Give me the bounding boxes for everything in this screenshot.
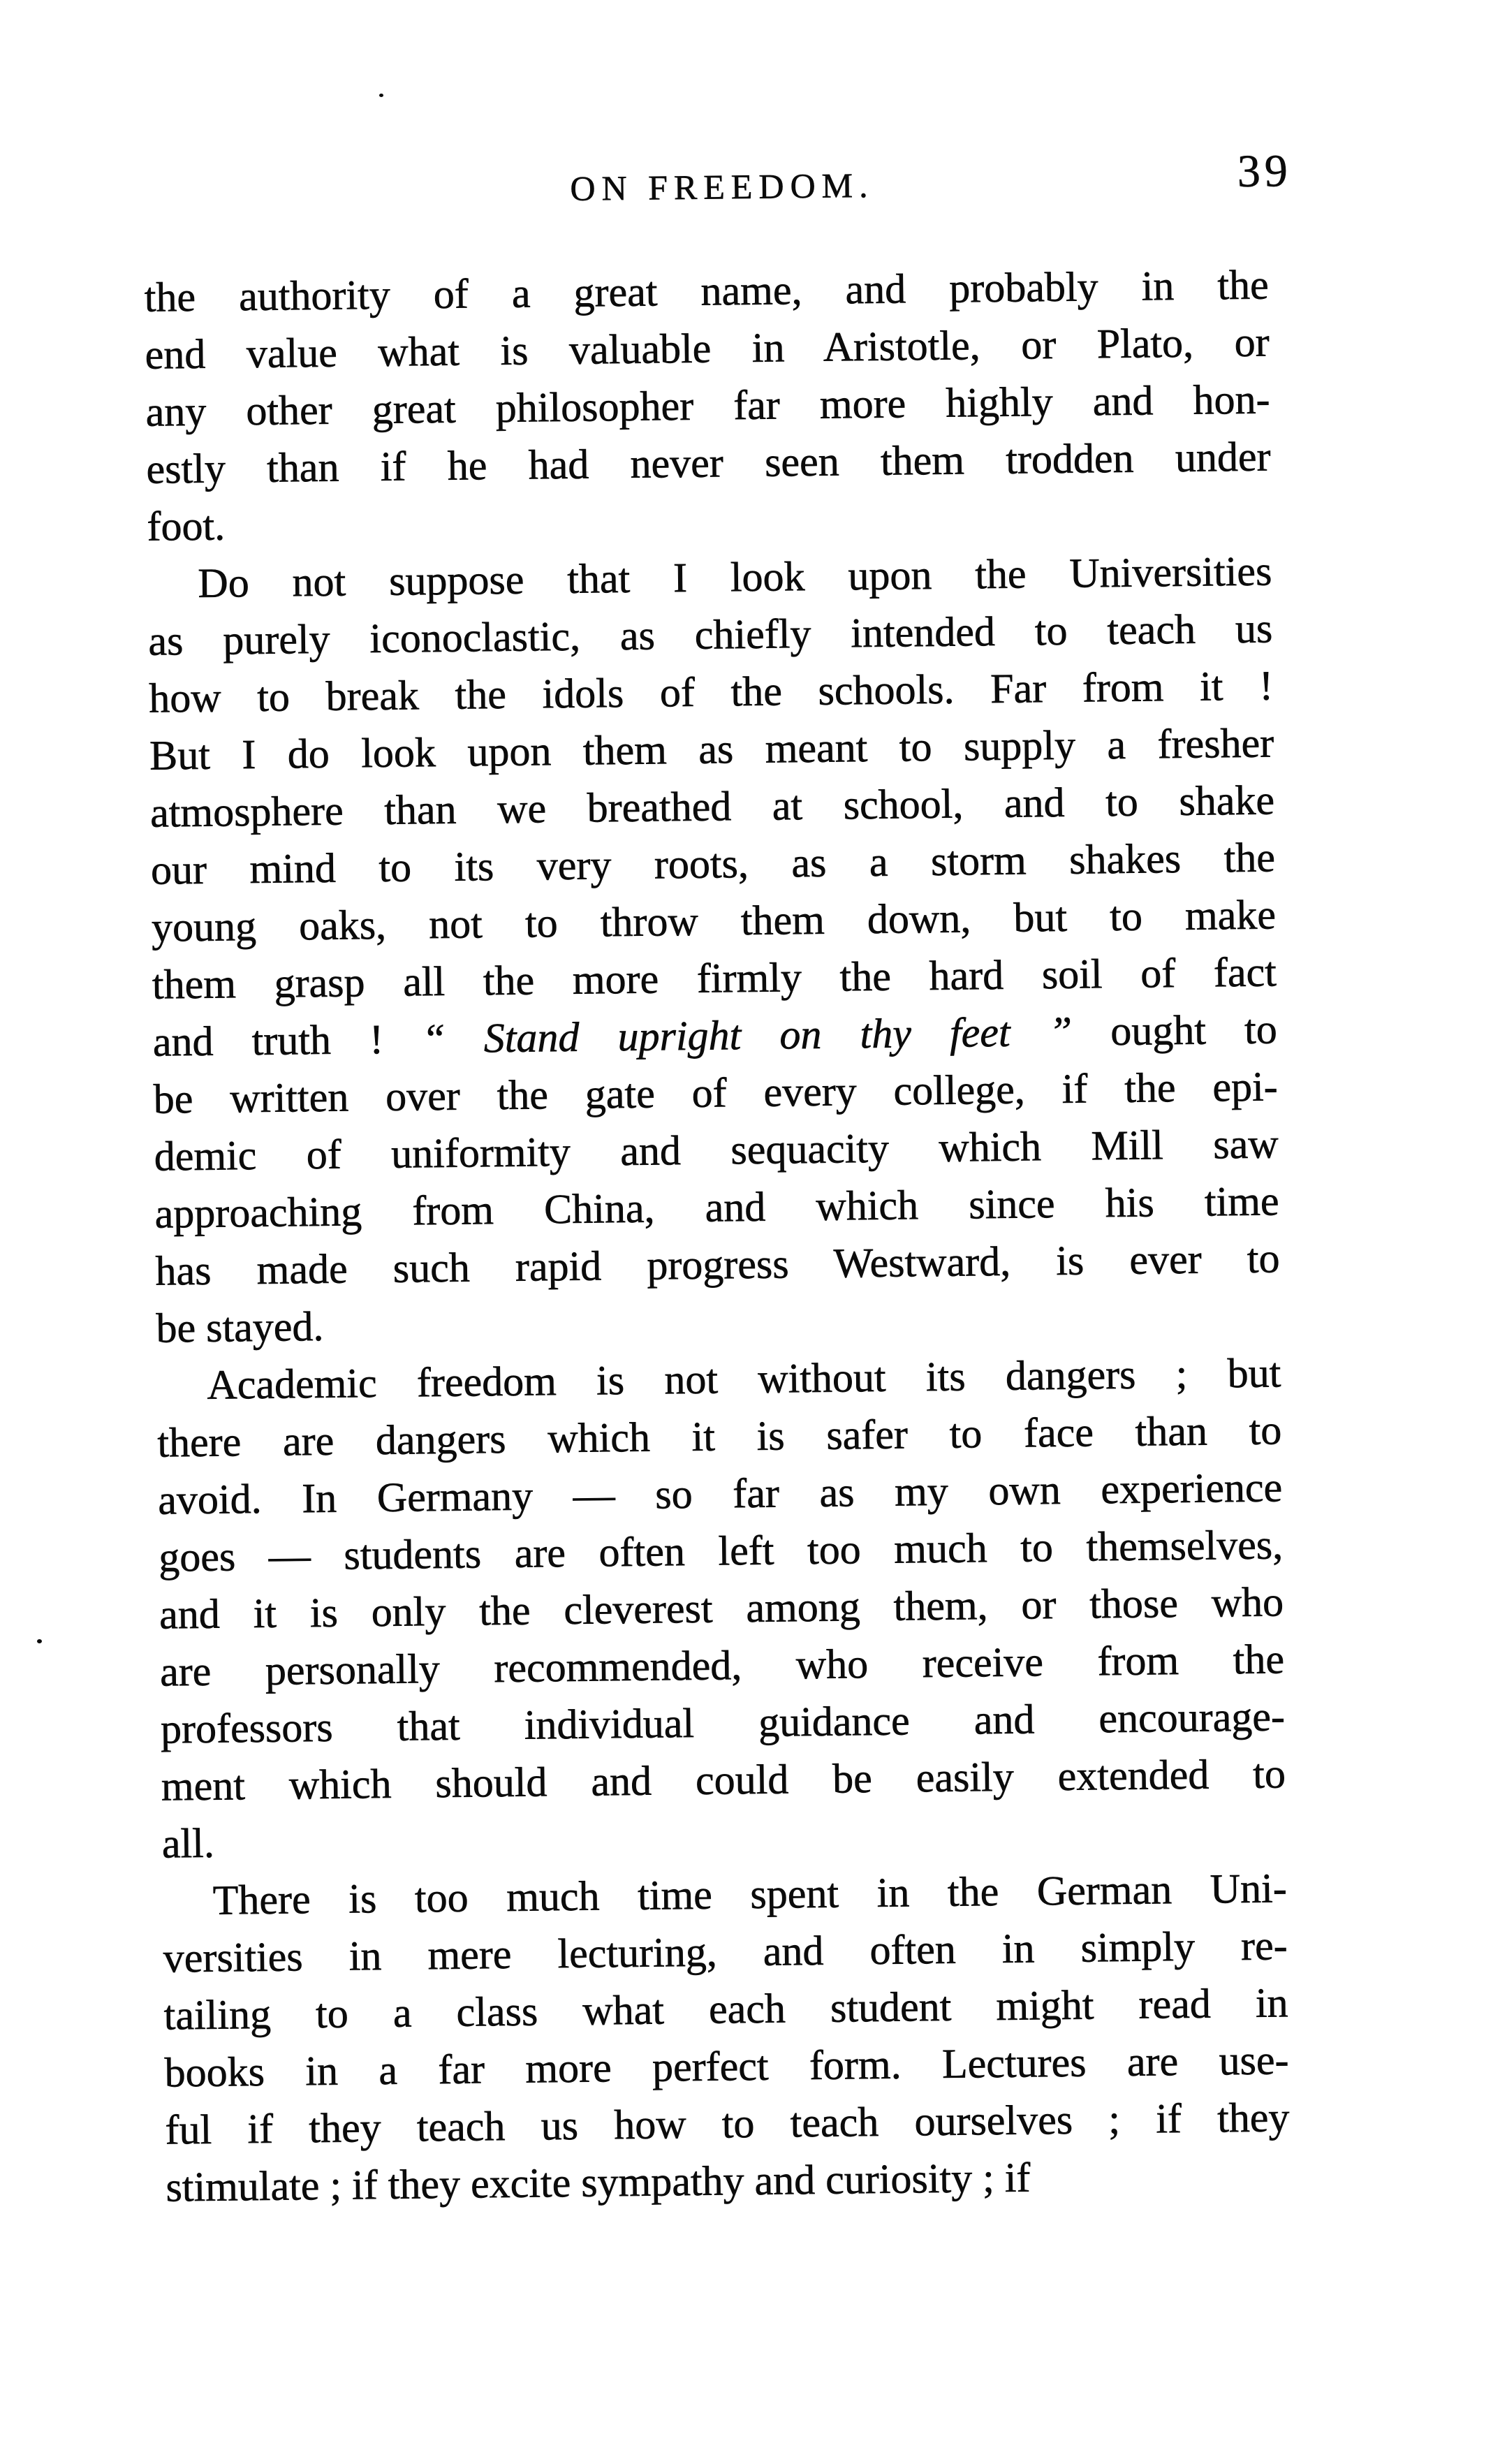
text-segment: has made such rapid progress Westward, is ever to — [155, 1235, 1280, 1294]
page-number: 39 — [1237, 145, 1293, 198]
text-segment: goes — students are often left too much to themselves, — [158, 1521, 1284, 1581]
scan-speck — [379, 94, 383, 97]
text-segment: end value what is valuable in Aristotle, or Plato, or — [145, 318, 1270, 378]
text-segment: versities in mere lecturing, and often in simply re- — [163, 1922, 1288, 1981]
text-line — [166, 2146, 1291, 2215]
text-segment: books in a far more perfect form. Lectures are use- — [164, 2037, 1289, 2096]
body-text — [144, 256, 1291, 2216]
text-segment: But I do look upon them as meant to supply a fresher — [149, 719, 1274, 779]
text-segment: tailing to a class what each student might read in — [163, 1979, 1288, 2039]
text-segment: professors that individual guidance and encourage- — [160, 1693, 1286, 1752]
scan-speck — [37, 1639, 42, 1643]
text-segment: be written over the gate of every college, if the epi- — [153, 1063, 1279, 1122]
text-segment: as purely iconoclastic, as chiefly intended to teach us — [147, 605, 1273, 664]
quote-italic-segment: “ Stand upright on thy feet ” — [421, 1008, 1073, 1062]
text-segment: foot. — [147, 502, 226, 550]
text-segment: be stayed. — [156, 1303, 324, 1351]
text-segment: estly than if he had never seen them trodden under — [146, 433, 1271, 492]
running-head — [0, 0, 1493, 208]
text-segment: demic of uniformity and sequacity which Mill saw — [154, 1120, 1279, 1180]
text-segment: the authority of a great name, and probably in the — [144, 261, 1270, 321]
text-segment: approaching from China, and which since his time — [154, 1178, 1279, 1237]
text-segment: are personally recommended, who receive from the — [159, 1636, 1285, 1695]
text-segment: ful if they teach us how to teach ourselves ; if they — [165, 2094, 1290, 2153]
text-segment: any other great philosopher far more highly and hon- — [145, 376, 1270, 435]
text-segment: and it is only the cleverest among them, or those who — [159, 1578, 1284, 1638]
text-segment: our mind to its very roots, as a storm shakes the — [150, 834, 1276, 893]
running-head-title: ON FREEDOM. — [570, 165, 874, 208]
text-segment: Academic freedom is not without its dangers ; but — [207, 1349, 1281, 1408]
text-segment: Do not suppose that I look upon the Universities — [198, 548, 1272, 606]
text-segment: how to break the idols of the schools. Far from it ! — [148, 662, 1274, 721]
text-segment: all. — [161, 1819, 215, 1867]
text-segment: young oaks, not to throw them down, but to make — [151, 891, 1277, 951]
text-segment: avoid. In Germany — so far as my own experience — [157, 1464, 1283, 1523]
text-segment: atmosphere than we breathed at school, and to shake — [149, 777, 1275, 836]
text-segment: and truth ! — [152, 1015, 422, 1065]
text-segment: stimulate ; if they excite sympathy and curiosity ; if — [166, 2154, 1031, 2210]
text-segment: There is too much time spent in the German Uni- — [212, 1865, 1288, 1923]
text-segment: them grasp all the more firmly the hard soil of fact — [152, 948, 1277, 1008]
text-segment: ment which should and could be easily extended to — [161, 1750, 1286, 1810]
text-segment: there are dangers which it is safer to face than to — [156, 1407, 1282, 1466]
text-segment: ought to — [1071, 1006, 1278, 1055]
